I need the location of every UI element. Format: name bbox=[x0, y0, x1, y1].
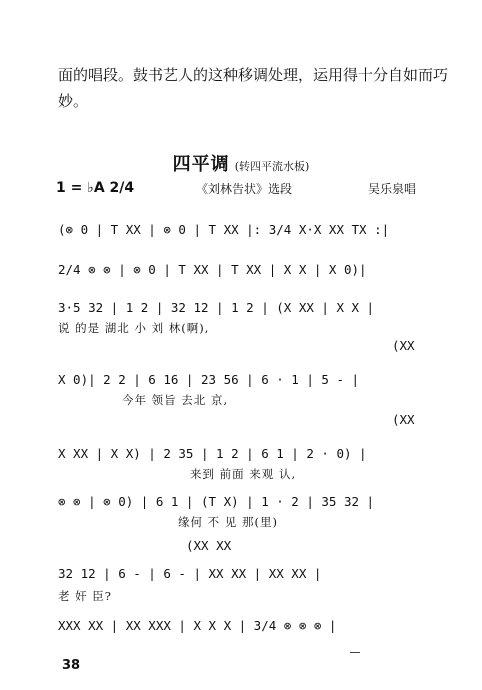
song-title bbox=[0, 150, 482, 176]
score-music-line: 32 12 | 6 - | 6 - | XX XX | XX XX | bbox=[58, 566, 322, 581]
score-cue: (XX XX bbox=[186, 538, 232, 553]
score-cue: (XX bbox=[392, 338, 415, 353]
key-signature: 1 = ♭A 2/4 bbox=[56, 180, 135, 196]
footer-mark bbox=[350, 652, 360, 653]
page-number: 38 bbox=[62, 658, 81, 673]
intro-line: 妙。 bbox=[58, 92, 89, 110]
score-lyric-line: 来到 前面 来观 认, bbox=[190, 467, 297, 481]
score-lyric-line: 老 奸 臣? bbox=[58, 589, 112, 603]
score-music-line: XXX XX | XX XXX | X X X | 3/4 ⊗ ⊗ ⊗ | bbox=[58, 618, 337, 633]
score-music-line: X XX | X X) | 2 35 | 1 2 | 6 1 | 2 · 0) | bbox=[58, 446, 367, 461]
score-music-line: ⊗ ⊗ | ⊗ 0) | 6 1 | (T X) | 1 · 2 | 35 32 | bbox=[58, 494, 375, 509]
title-sub: (转四平流水板) bbox=[234, 160, 310, 173]
score-music-line: 3·5 32 | 1 2 | 32 12 | 1 2 | (X XX | X X | bbox=[58, 300, 375, 315]
intro-line: 面的唱段。鼓书艺人的这种移调处理，运用得十分自如而巧 bbox=[58, 66, 449, 84]
singer-label: 吴乐泉唱 bbox=[368, 182, 417, 196]
intro-paragraph bbox=[58, 62, 448, 114]
title-main: 四平调 bbox=[172, 154, 230, 175]
score-lyric-line: 今年 领旨 去北 京, bbox=[122, 393, 229, 407]
score-lyric-line: 说 的是 湖北 小 刘 林(啊), bbox=[58, 321, 210, 335]
score-music-line: 2/4 ⊗ ⊗ | ⊗ 0 | T XX | T XX | X X | X 0)| bbox=[58, 262, 367, 277]
score-music-line: X 0)| 2 2 | 6 16 | 23 56 | 6 · 1 | 5 - | bbox=[58, 372, 360, 387]
score-cue: (XX bbox=[392, 412, 415, 427]
score-music-line: (⊗ 0 | T XX | ⊗ 0 | T XX |: 3/4 X·X XX TX :| bbox=[58, 222, 390, 237]
score-lyric-line: 缘何 不 见 那(里) bbox=[178, 515, 278, 529]
source-label: 《刘林告状》选段 bbox=[196, 182, 293, 196]
